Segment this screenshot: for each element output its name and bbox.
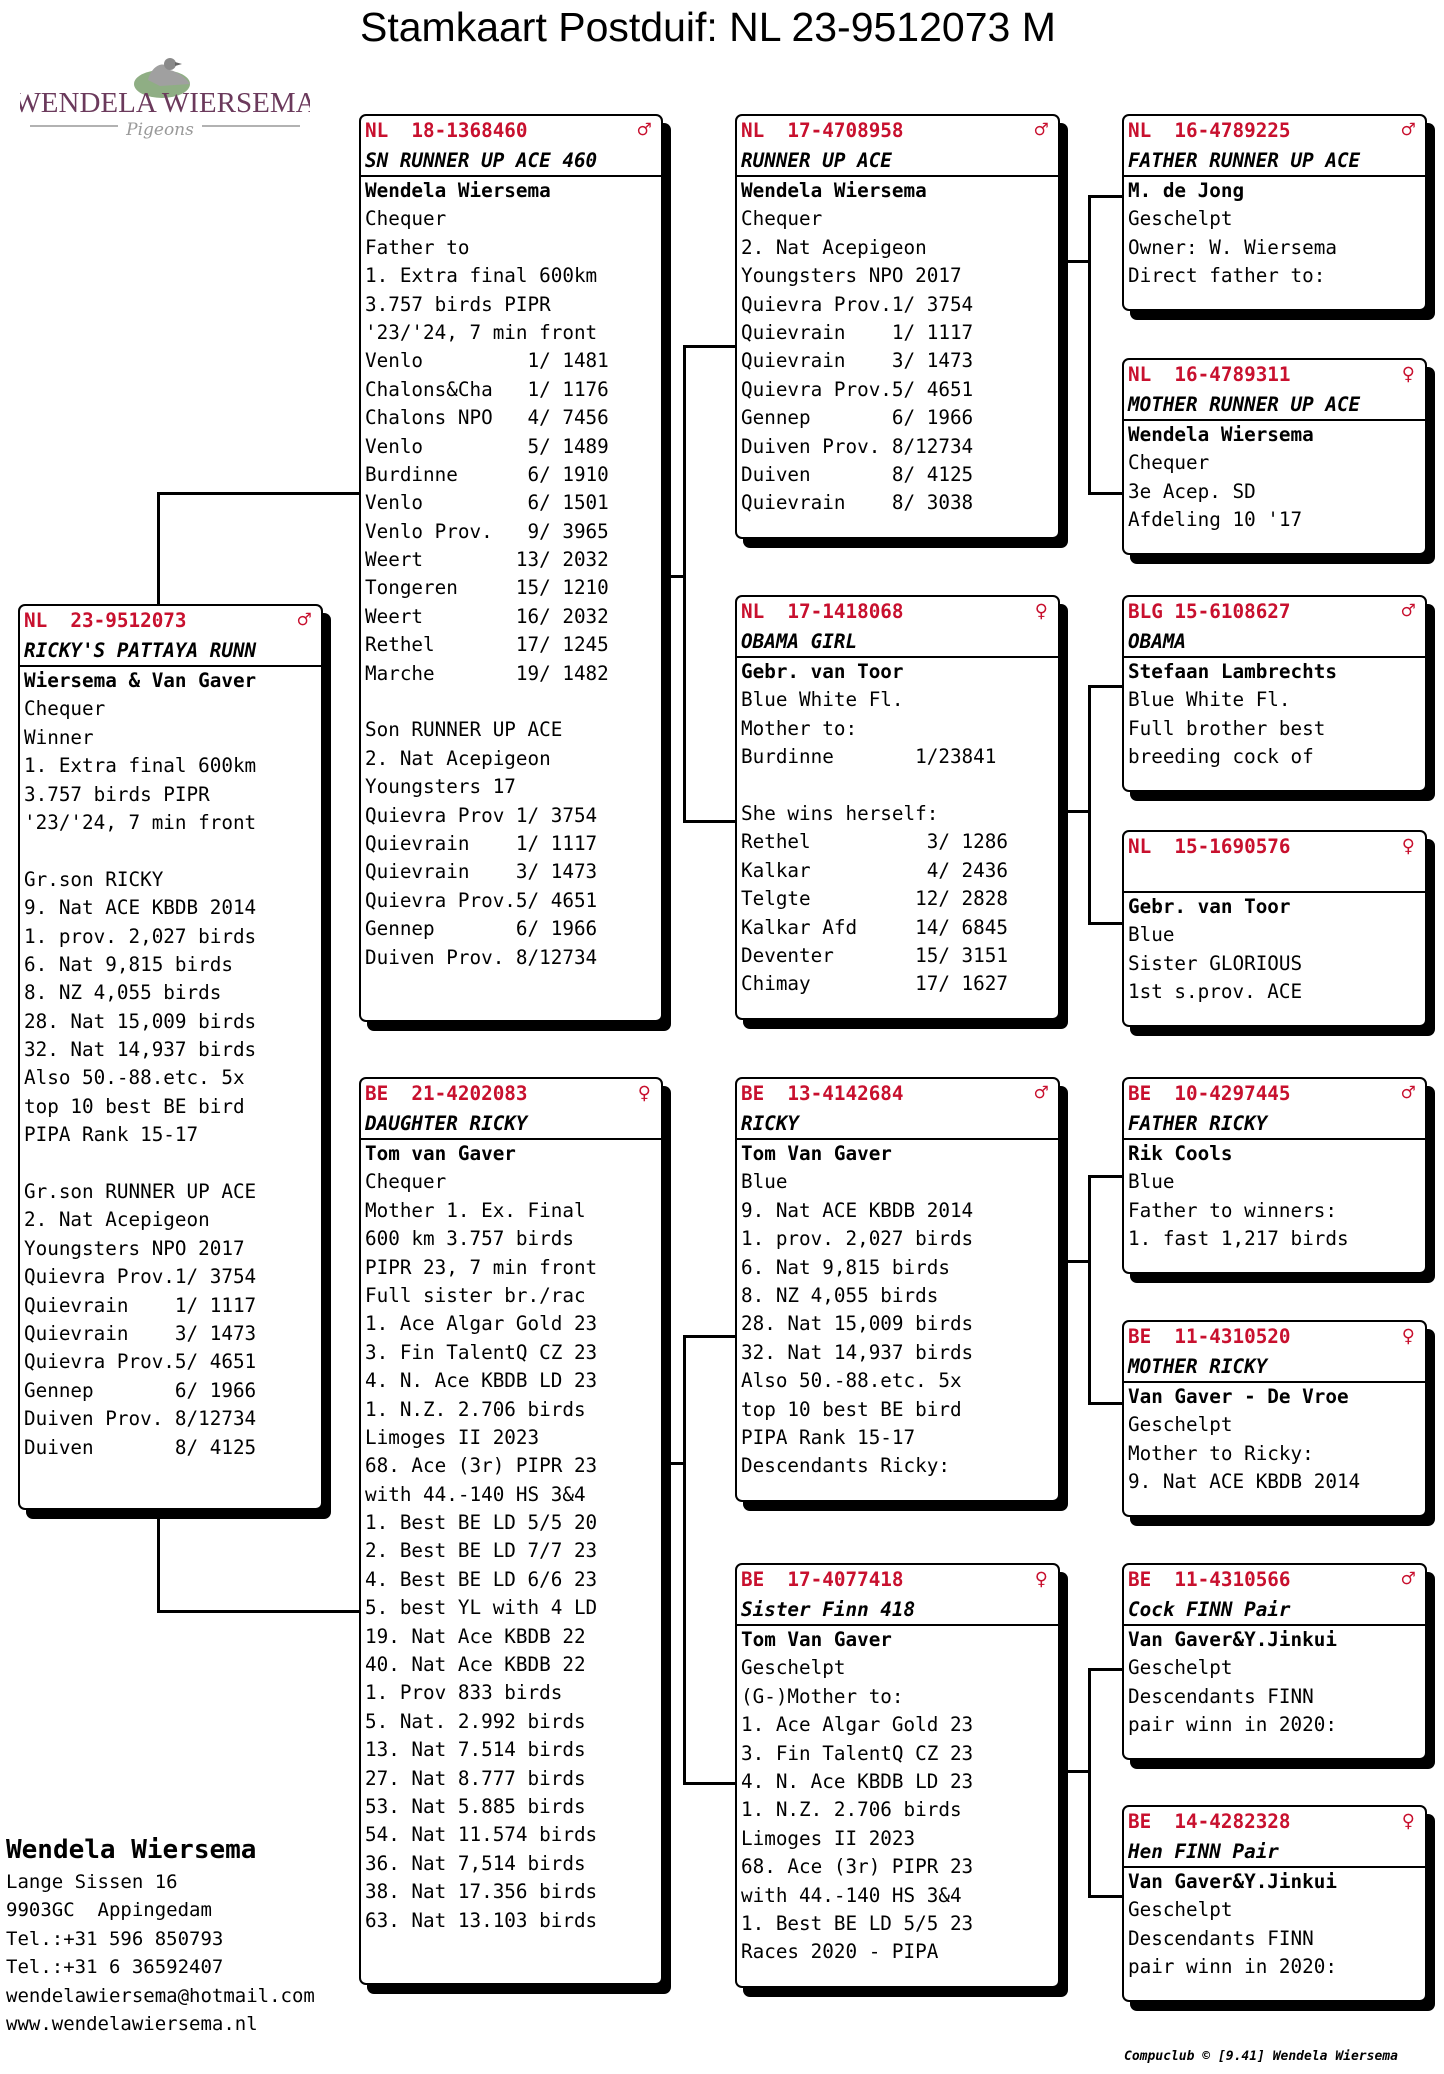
info-line: 36. Nat 7,514 birds: [365, 1851, 586, 1875]
ring-number: BE 17-4077418: [741, 1568, 904, 1591]
connector-line: [1088, 1175, 1091, 1405]
connector-line: [683, 345, 735, 348]
info-line: 40. Nat Ace KBDB 22: [365, 1653, 586, 1677]
info-line: [365, 688, 657, 716]
card-subject-pigeon[interactable]: [18, 604, 323, 1510]
info-line: Rethel 17/ 1245: [365, 633, 609, 657]
info-line: Tongeren 15/ 1210: [365, 576, 609, 600]
pigeon-name: Cock FINN Pair: [1124, 1595, 1425, 1626]
card-body: [361, 177, 661, 972]
contact-line: Lange Sissen 16: [6, 1871, 178, 1893]
pigeon-name: RUNNER UP ACE: [737, 146, 1058, 177]
info-line: Kalkar Afd 14/ 6845: [741, 915, 1008, 939]
info-line: Descendants Ricky:: [741, 1454, 950, 1478]
info-line: Gennep 6/ 1966: [24, 1378, 257, 1402]
connector-line: [1060, 1260, 1090, 1263]
connector-line: [1088, 195, 1091, 495]
info-line: Burdinne 1/23841: [741, 745, 997, 769]
brand-logo: [20, 34, 310, 154]
card-header: [1124, 1565, 1425, 1595]
pigeon-name: OBAMA GIRL: [737, 627, 1058, 658]
female-symbol-icon: ♀: [637, 1081, 651, 1106]
info-line: Youngsters 17: [365, 775, 516, 799]
info-line: 1. N.Z. 2.706 birds: [741, 1798, 962, 1822]
breeder-name: Gebr. van Toor: [1128, 895, 1291, 918]
card-body: [737, 1626, 1058, 1967]
info-line: pair winn in 2020:: [1128, 1713, 1337, 1737]
info-line: Owner: W. Wiersema: [1128, 235, 1337, 259]
info-line: 4. N. Ace KBDB LD 23: [741, 1769, 974, 1793]
info-line: Limoges II 2023: [365, 1425, 540, 1449]
ring-number: BE 11-4310566: [1128, 1568, 1291, 1591]
info-line: 53. Nat 5.885 birds: [365, 1794, 586, 1818]
card-header: [20, 606, 321, 636]
info-line: 6. Nat 9,815 birds: [741, 1255, 950, 1279]
pigeon-name: FATHER RICKY: [1124, 1109, 1425, 1140]
info-line: (G-)Mother to:: [741, 1684, 904, 1708]
info-line: Blue: [1128, 1170, 1175, 1194]
info-line: Rethel 3/ 1286: [741, 830, 1008, 854]
info-line: 1. prov. 2,027 birds: [24, 924, 257, 948]
info-line: 38. Nat 17.356 birds: [365, 1880, 598, 1904]
info-line: Father to winners:: [1128, 1198, 1337, 1222]
male-symbol-icon: ♂: [1401, 599, 1415, 624]
card-header: [737, 597, 1058, 627]
pigeon-name: RICKY'S PATTAYA RUNN: [20, 636, 321, 667]
info-line: Weert 16/ 2032: [365, 604, 609, 628]
info-line: 3.757 birds PIPR: [24, 782, 210, 806]
info-line: Son RUNNER UP ACE: [365, 718, 563, 742]
male-symbol-icon: ♂: [1034, 1081, 1048, 1106]
info-line: top 10 best BE bird: [24, 1094, 245, 1118]
card-body: [1124, 1140, 1425, 1254]
logo-brand-text: WENDELA WIERSEMA: [20, 87, 310, 119]
female-symbol-icon: ♀: [1401, 362, 1415, 387]
pigeon-name: FATHER RUNNER UP ACE: [1124, 146, 1425, 177]
info-line: 1. Ace Algar Gold 23: [741, 1713, 974, 1737]
breeder-name: Gebr. van Toor: [741, 660, 904, 683]
connector-line: [1088, 922, 1122, 925]
info-line: Geschelpt: [1128, 1413, 1233, 1437]
breeder-name: Tom van Gaver: [365, 1142, 516, 1165]
info-line: Blue White Fl.: [1128, 688, 1291, 712]
info-line: Full sister br./rac: [365, 1283, 586, 1307]
info-line: 1. N.Z. 2.706 birds: [365, 1397, 586, 1421]
info-line: Quievra Prov 1/ 3754: [365, 803, 598, 827]
card-sire-sire-dam[interactable]: [1122, 358, 1427, 555]
contact-phone: Tel.:+31 596 850793: [6, 1927, 224, 1950]
connector-line: [663, 1462, 683, 1465]
connector-line: [157, 1510, 160, 1612]
breeder-name: Van Gaver&Y.Jinkui: [1128, 1870, 1337, 1893]
info-line: Duiven Prov. 8/12734: [365, 945, 598, 969]
info-line: [24, 1150, 317, 1178]
info-line: Also 50.-88.etc. 5x: [24, 1066, 245, 1090]
connector-line: [1060, 1770, 1090, 1773]
info-line: 3. Fin TalentQ CZ 23: [365, 1340, 598, 1364]
info-line: Venlo Prov. 9/ 3965: [365, 519, 609, 543]
info-line: Quievrain 3/ 1473: [741, 349, 974, 373]
female-symbol-icon: ♀: [1401, 1809, 1415, 1834]
info-line: 9. Nat ACE KBDB 2014: [1128, 1470, 1361, 1494]
info-line: Quievra Prov.5/ 4651: [365, 888, 598, 912]
info-line: Kalkar 4/ 2436: [741, 858, 1008, 882]
info-line: 1. Extra final 600km: [24, 754, 257, 778]
male-symbol-icon: ♂: [1401, 118, 1415, 143]
pigeon-name: DAUGHTER RICKY: [361, 1109, 661, 1140]
ring-number: NL 17-1418068: [741, 600, 904, 623]
info-line: Chequer: [365, 207, 447, 231]
ring-number: NL 18-1368460: [365, 119, 528, 142]
info-line: Also 50.-88.etc. 5x: [741, 1369, 962, 1393]
info-line: Father to: [365, 235, 470, 259]
info-line: 1. Best BE LD 5/5 20: [365, 1511, 598, 1535]
breeder-name: Wiersema & Van Gaver: [24, 669, 257, 692]
info-line: Quievrain 1/ 1117: [741, 320, 974, 344]
info-line: Chequer: [24, 697, 106, 721]
info-line: Direct father to:: [1128, 264, 1326, 288]
ring-number: BLG 15-6108627: [1128, 600, 1291, 623]
card-header: [1124, 1322, 1425, 1352]
contact-phone: Tel.:+31 6 36592407: [6, 1956, 224, 1979]
contact-line: 9903GC Appingedam: [6, 1899, 212, 1922]
card-body: [1124, 1868, 1425, 1982]
info-line: 9. Nat ACE KBDB 2014: [24, 896, 257, 920]
info-line: Blue White Fl.: [741, 688, 904, 712]
pigeon-name: Sister Finn 418: [737, 1595, 1058, 1626]
card-sire-sire-sire[interactable]: [1122, 114, 1427, 311]
info-line: PIPR 23, 7 min front: [365, 1255, 598, 1279]
info-line: 63. Nat 13.103 birds: [365, 1908, 598, 1932]
pigeon-name: [1124, 862, 1425, 893]
info-line: 54. Nat 11.574 birds: [365, 1823, 598, 1847]
connector-line: [157, 492, 160, 604]
info-line: Weert 13/ 2032: [365, 548, 609, 572]
info-line: 3. Fin TalentQ CZ 23: [741, 1741, 974, 1765]
pigeon-name: MOTHER RUNNER UP ACE: [1124, 390, 1425, 421]
info-line: Gr.son RUNNER UP ACE: [24, 1180, 257, 1204]
info-line: Quievrain 1/ 1117: [24, 1293, 257, 1317]
card-body: [1124, 421, 1425, 535]
card-body: [1124, 658, 1425, 772]
info-line: 5. Nat. 2.992 birds: [365, 1709, 586, 1733]
card-header: [1124, 832, 1425, 862]
info-line: 1. Best BE LD 5/5 23: [741, 1911, 974, 1935]
info-line: [24, 837, 317, 865]
card-sire-dam-dam[interactable]: [1122, 830, 1427, 1027]
info-line: Quievra Prov.1/ 3754: [741, 292, 974, 316]
card-body: [361, 1140, 661, 1935]
info-line: 2. Nat Acepigeon: [24, 1208, 210, 1232]
female-symbol-icon: ♀: [1034, 1567, 1048, 1592]
info-line: Duiven Prov. 8/12734: [24, 1407, 257, 1431]
contact-email-link[interactable]: wendelawiersema@hotmail.com: [6, 1984, 315, 2007]
info-line: Quievrain 8/ 3038: [741, 491, 974, 515]
card-header: [1124, 360, 1425, 390]
pigeon-name: OBAMA: [1124, 627, 1425, 658]
ring-number: BE 13-4142684: [741, 1082, 904, 1105]
info-line: 600 km 3.757 birds: [365, 1227, 574, 1251]
card-body: [1124, 1626, 1425, 1740]
connector-line: [1088, 1175, 1122, 1178]
contact-name: Wendela Wiersema: [6, 1835, 257, 1865]
info-line: 3e Acep. SD: [1128, 479, 1256, 503]
card-dam-sire[interactable]: [735, 1077, 1060, 1502]
pigeon-name: RICKY: [737, 1109, 1058, 1140]
info-line: Venlo 6/ 1501: [365, 491, 609, 515]
info-line: 4. Best BE LD 6/6 23: [365, 1567, 598, 1591]
info-line: Blue: [741, 1170, 788, 1194]
info-line: Duiven 8/ 4125: [24, 1435, 257, 1459]
info-line: Quievra Prov.1/ 3754: [24, 1265, 257, 1289]
info-line: Marche 19/ 1482: [365, 661, 609, 685]
card-sire-sire[interactable]: [735, 114, 1060, 539]
info-line: Youngsters NPO 2017: [24, 1236, 245, 1260]
info-line: [741, 772, 1054, 800]
pigeon-name: Hen FINN Pair: [1124, 1837, 1425, 1868]
info-line: Duiven Prov. 8/12734: [741, 434, 974, 458]
breeder-name: Rik Cools: [1128, 1142, 1233, 1165]
ring-number: NL 23-9512073: [24, 609, 187, 632]
info-line: Full brother best: [1128, 716, 1326, 740]
card-dam-dam[interactable]: [735, 1563, 1060, 1988]
info-line: 5. best YL with 4 LD: [365, 1596, 598, 1620]
info-line: Gr.son RICKY: [24, 867, 164, 891]
breeder-name: M. de Jong: [1128, 179, 1245, 202]
info-line: with 44.-140 HS 3&4: [365, 1482, 586, 1506]
card-body: [737, 177, 1058, 518]
info-line: Venlo 5/ 1489: [365, 434, 609, 458]
info-line: 1. Ace Algar Gold 23: [365, 1312, 598, 1336]
info-line: Burdinne 6/ 1910: [365, 462, 609, 486]
breeder-name: Van Gaver&Y.Jinkui: [1128, 1628, 1337, 1651]
info-line: Telgte 12/ 2828: [741, 887, 1008, 911]
male-symbol-icon: ♂: [1401, 1567, 1415, 1592]
male-symbol-icon: ♂: [297, 608, 311, 633]
info-line: 28. Nat 15,009 birds: [741, 1312, 974, 1336]
card-dam-sire-sire[interactable]: [1122, 1077, 1427, 1274]
connector-line: [683, 820, 735, 823]
info-line: pair winn in 2020:: [1128, 1955, 1337, 1979]
info-line: 1. Prov 833 birds: [365, 1681, 563, 1705]
info-line: 3.757 birds PIPR: [365, 292, 551, 316]
ring-number: BE 10-4297445: [1128, 1082, 1291, 1105]
ring-number: BE 14-4282328: [1128, 1810, 1291, 1833]
female-symbol-icon: ♀: [1401, 834, 1415, 859]
connector-line: [1088, 195, 1122, 198]
info-line: PIPA Rank 15-17: [741, 1425, 916, 1449]
contact-website-link[interactable]: www.wendelawiersema.nl: [6, 2013, 258, 2036]
info-line: Geschelpt: [1128, 1656, 1233, 1680]
info-line: 1. fast 1,217 birds: [1128, 1227, 1349, 1251]
card-header: [737, 116, 1058, 146]
info-line: Youngsters NPO 2017: [741, 264, 962, 288]
footer-credit: Compuclub © [9.41] Wendela Wiersema: [1124, 2049, 1398, 2064]
male-symbol-icon: ♂: [1034, 118, 1048, 143]
breeder-name: Wendela Wiersema: [365, 179, 551, 202]
info-line: 19. Nat Ace KBDB 22: [365, 1624, 586, 1648]
ring-number: BE 11-4310520: [1128, 1325, 1291, 1348]
info-line: 1st s.prov. ACE: [1128, 980, 1303, 1004]
connector-line: [157, 1610, 359, 1613]
info-line: Geschelpt: [1128, 207, 1233, 231]
info-line: Mother to Ricky:: [1128, 1441, 1314, 1465]
card-header: [1124, 1079, 1425, 1109]
card-header: [361, 116, 661, 146]
ring-number: NL 15-1690576: [1128, 835, 1291, 858]
info-line: Venlo 1/ 1481: [365, 349, 609, 373]
card-header: [1124, 116, 1425, 146]
connector-line: [1088, 1402, 1122, 1405]
breeder-name: Tom Van Gaver: [741, 1628, 892, 1651]
info-line: with 44.-140 HS 3&4: [741, 1883, 962, 1907]
info-line: Chalons NPO 4/ 7456: [365, 406, 609, 430]
connector-line: [1060, 810, 1090, 813]
info-line: Limoges II 2023: [741, 1826, 916, 1850]
info-line: 2. Best BE LD 7/7 23: [365, 1539, 598, 1563]
card-body: [1124, 1383, 1425, 1497]
ring-number: BE 21-4202083: [365, 1082, 528, 1105]
male-symbol-icon: ♂: [1401, 1081, 1415, 1106]
info-line: 4. N. Ace KBDB LD 23: [365, 1369, 598, 1393]
info-line: 8. NZ 4,055 birds: [24, 981, 222, 1005]
pigeon-logo-icon: [20, 34, 310, 154]
info-line: 13. Nat 7.514 birds: [365, 1738, 586, 1762]
card-dam-sire-dam[interactable]: [1122, 1320, 1427, 1517]
ring-number: NL 16-4789311: [1128, 363, 1291, 386]
info-line: '23/'24, 7 min front: [365, 320, 598, 344]
info-line: Afdeling 10 '17: [1128, 508, 1303, 532]
card-header: [1124, 1807, 1425, 1837]
info-line: 27. Nat 8.777 birds: [365, 1766, 586, 1790]
info-line: top 10 best BE bird: [741, 1397, 962, 1421]
connector-line: [1088, 685, 1091, 925]
info-line: Races 2020 - PIPA: [741, 1940, 939, 1964]
info-line: breeding cock of: [1128, 745, 1314, 769]
info-line: 68. Ace (3r) PIPR 23: [741, 1855, 974, 1879]
breeder-name: Stefaan Lambrechts: [1128, 660, 1337, 683]
male-symbol-icon: ♂: [637, 118, 651, 143]
breeder-name: Wendela Wiersema: [1128, 423, 1314, 446]
info-line: 2. Nat Acepigeon: [741, 235, 927, 259]
info-line: Blue: [1128, 923, 1175, 947]
info-line: 8. NZ 4,055 birds: [741, 1283, 939, 1307]
breeder-name: Wendela Wiersema: [741, 179, 927, 202]
connector-line: [1088, 1668, 1122, 1671]
card-dam-dam-sire[interactable]: [1122, 1563, 1427, 1760]
info-line: 2. Nat Acepigeon: [365, 746, 551, 770]
info-line: Descendants FINN: [1128, 1926, 1314, 1950]
info-line: Mother 1. Ex. Final: [365, 1198, 586, 1222]
female-symbol-icon: ♀: [1034, 599, 1048, 624]
connector-line: [683, 1335, 735, 1338]
card-header: [737, 1079, 1058, 1109]
info-line: Sister GLORIOUS: [1128, 951, 1303, 975]
connector-line: [1088, 685, 1122, 688]
info-line: '23/'24, 7 min front: [24, 810, 257, 834]
info-line: Geschelpt: [1128, 1898, 1233, 1922]
info-line: Quievrain 3/ 1473: [365, 860, 598, 884]
female-symbol-icon: ♀: [1401, 1324, 1415, 1349]
info-line: Gennep 6/ 1966: [365, 917, 598, 941]
connector-line: [663, 575, 683, 578]
info-line: 68. Ace (3r) PIPR 23: [365, 1454, 598, 1478]
connector-line: [683, 345, 686, 822]
card-body: [1124, 893, 1425, 1007]
info-line: 1. prov. 2,027 birds: [741, 1227, 974, 1251]
card-body: [1124, 177, 1425, 291]
info-line: Quievrain 1/ 1117: [365, 831, 598, 855]
info-line: 6. Nat 9,815 birds: [24, 952, 233, 976]
connector-line: [1088, 1895, 1122, 1898]
ring-number: NL 16-4789225: [1128, 119, 1291, 142]
info-line: Quievrain 3/ 1473: [24, 1321, 257, 1345]
info-line: 32. Nat 14,937 birds: [741, 1340, 974, 1364]
card-dam-dam-dam[interactable]: [1122, 1805, 1427, 2002]
card-sire-dam-sire[interactable]: [1122, 595, 1427, 792]
info-line: Chequer: [365, 1170, 447, 1194]
info-line: 28. Nat 15,009 birds: [24, 1009, 257, 1033]
connector-line: [1060, 260, 1090, 263]
info-line: Descendants FINN: [1128, 1684, 1314, 1708]
pigeon-name: SN RUNNER UP ACE 460: [361, 146, 661, 177]
card-body: [20, 667, 321, 1462]
connector-line: [1088, 1668, 1091, 1898]
card-body: [737, 658, 1058, 999]
info-line: Gennep 6/ 1966: [741, 406, 974, 430]
ring-number: NL 17-4708958: [741, 119, 904, 142]
card-sire[interactable]: [359, 114, 663, 1022]
connector-line: [683, 1782, 735, 1785]
connector-line: [683, 1335, 686, 1785]
info-line: PIPA Rank 15-17: [24, 1123, 199, 1147]
info-line: Chimay 17/ 1627: [741, 972, 1008, 996]
logo-sub-text: Pigeons: [126, 120, 194, 140]
connector-line: [157, 492, 359, 495]
card-header: [1124, 597, 1425, 627]
info-line: 32. Nat 14,937 birds: [24, 1038, 257, 1062]
info-line: Winner: [24, 725, 94, 749]
card-dam[interactable]: [359, 1077, 663, 1985]
info-line: Deventer 15/ 3151: [741, 943, 1008, 967]
info-line: She wins herself:: [741, 801, 939, 825]
connector-line: [1088, 492, 1122, 495]
card-body: [737, 1140, 1058, 1481]
card-sire-dam[interactable]: [735, 595, 1060, 1020]
page-title: Stamkaart Postduif: NL 23-9512073 M: [360, 4, 1056, 50]
info-line: Mother to:: [741, 716, 858, 740]
pigeon-name: MOTHER RICKY: [1124, 1352, 1425, 1383]
card-header: [361, 1079, 661, 1109]
info-line: Duiven 8/ 4125: [741, 462, 974, 486]
info-line: Chalons&Cha 1/ 1176: [365, 377, 609, 401]
info-line: 1. Extra final 600km: [365, 264, 598, 288]
info-line: Chequer: [741, 207, 823, 231]
info-line: Geschelpt: [741, 1656, 846, 1680]
card-header: [737, 1565, 1058, 1595]
info-line: 9. Nat ACE KBDB 2014: [741, 1198, 974, 1222]
breeder-name: Van Gaver - De Vroe: [1128, 1385, 1349, 1408]
contact-block: [6, 1832, 315, 2038]
info-line: Chequer: [1128, 451, 1210, 475]
breeder-name: Tom Van Gaver: [741, 1142, 892, 1165]
info-line: Quievra Prov.5/ 4651: [741, 377, 974, 401]
info-line: Quievra Prov.5/ 4651: [24, 1350, 257, 1374]
